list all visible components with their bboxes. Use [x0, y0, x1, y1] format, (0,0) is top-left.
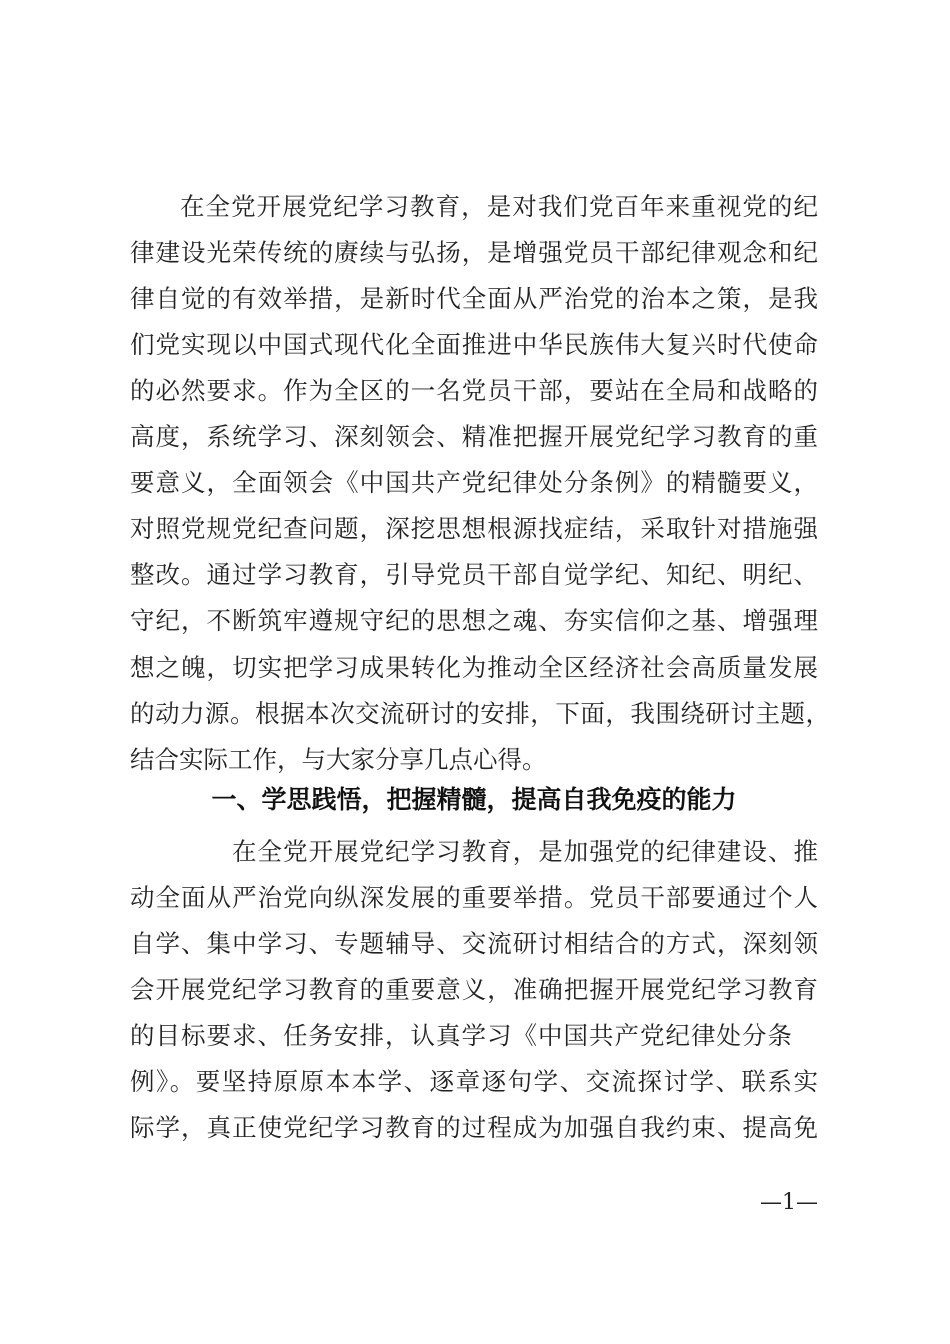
- text-line: 想之魄，切实把学习成果转化为推动全区经济社会高质量发展: [130, 653, 818, 682]
- text-line: 高度，系统学习、深刻领会、精准把握开展党纪学习教育的重: [130, 422, 818, 451]
- text-line: 结合实际工作，与大家分享几点心得。: [130, 745, 547, 774]
- text-line: 际学，真正使党纪学习教育的过程成为加强自我约束、提高免: [130, 1113, 818, 1142]
- text-line: 动全面从严治党向纵深发展的重要举措。党员干部要通过个人: [130, 883, 818, 912]
- text-line: 整改。通过学习教育，引导党员干部自觉学纪、知纪、明纪、: [130, 560, 818, 589]
- text-line: 的目标要求、任务安排，认真学习《中国共产党纪律处分条: [130, 1021, 792, 1050]
- text-line: 律建设光荣传统的赓续与弘扬，是增强党员干部纪律观念和纪: [130, 238, 818, 267]
- text-line: 的必然要求。作为全区的一名党员干部，要站在全局和战略的: [130, 376, 818, 405]
- text-line: 们党实现以中国式现代化全面推进中华民族伟大复兴时代使命: [130, 330, 818, 359]
- text-line: 守纪，不断筑牢遵规守纪的思想之魂、夯实信仰之基、增强理: [130, 606, 818, 635]
- text-line: 在全党开展党纪学习教育，是对我们党百年来重视党的纪: [180, 192, 818, 221]
- text-line: 例》。要坚持原原本本学、逐章逐句学、交流探讨学、联系实: [130, 1067, 818, 1096]
- text-line: 对照党规党纪查问题，深挖思想根源找症结，采取针对措施强: [130, 514, 818, 543]
- text-line: 会开展党纪学习教育的重要意义，准确把握开展党纪学习教育: [130, 975, 818, 1004]
- page-number: —1—: [760, 1190, 818, 1215]
- text-line: 律自觉的有效举措，是新时代全面从严治党的治本之策，是我: [130, 284, 818, 313]
- section-heading: 一、学思践悟，把握精髓，提高自我免疫的能力: [211, 785, 737, 814]
- text-line: 在全党开展党纪学习教育，是加强党的纪律建设、推: [232, 837, 818, 866]
- text-line: 的动力源。根据本次交流研讨的安排，下面，我围绕研讨主题，: [130, 699, 830, 728]
- text-line: 要意义，全面领会《中国共产党纪律处分条例》的精髓要义，: [130, 468, 818, 497]
- text-line: 自学、集中学习、专题辅导、交流研讨相结合的方式，深刻领: [130, 929, 818, 958]
